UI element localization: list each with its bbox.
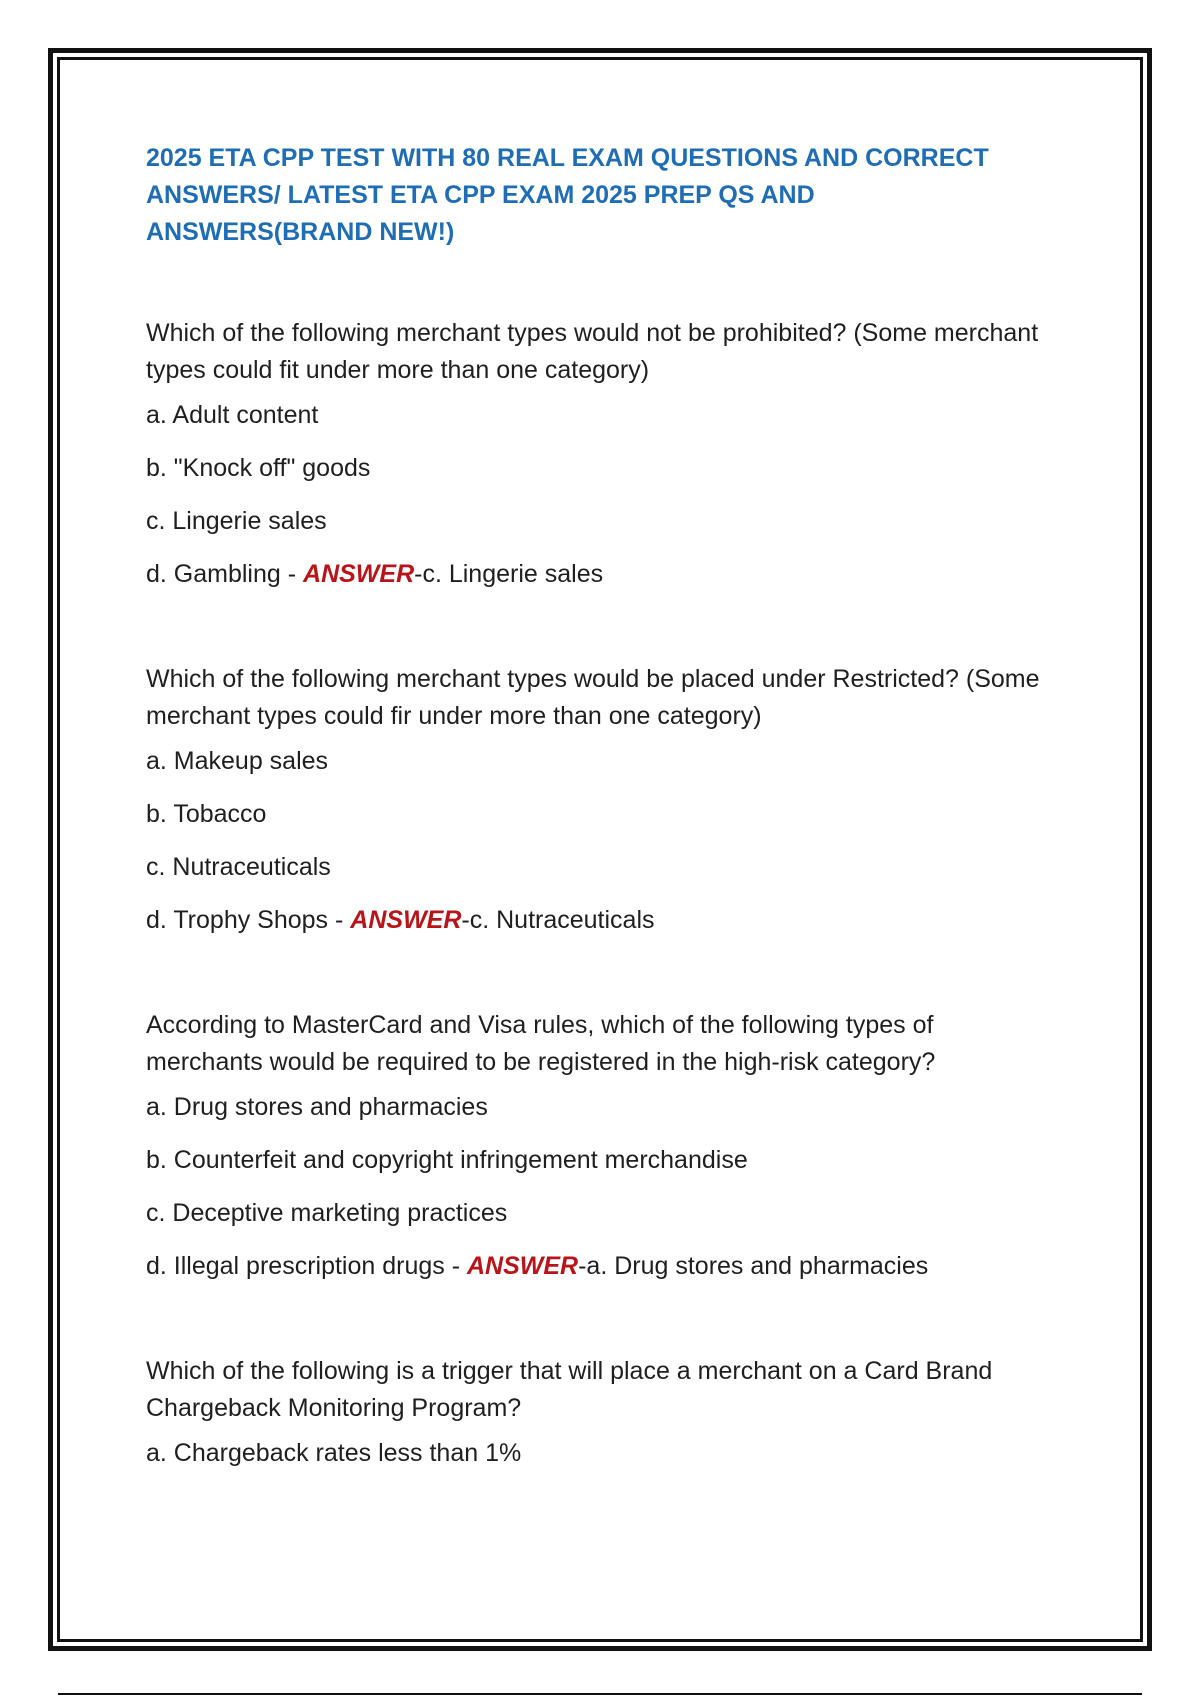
question-4	[146, 1353, 1046, 1472]
option-a: a. Drug stores and pharmacies	[146, 1093, 488, 1121]
answer-text: -c. Nutraceuticals	[461, 906, 655, 934]
option-b: b. Tobacco	[146, 800, 267, 828]
option-c: c. Lingerie sales	[146, 507, 327, 535]
option-d-text: d. Trophy Shops -	[146, 906, 351, 934]
option-b: b. Counterfeit and copyright infringement merchandise	[146, 1146, 748, 1174]
option-c: c. Nutraceuticals	[146, 853, 331, 881]
document-body	[146, 140, 1046, 1540]
answer-label: ANSWER	[350, 906, 462, 934]
option-d-text: d. Gambling -	[146, 560, 304, 588]
document-title: 2025 ETA CPP TEST WITH 80 REAL EXAM QUESTIONS AND CORRECT ANSWERS/ LATEST ETA CPP EXAM 2025 PREP QS AND ANSWERS(BRAND NEW!)	[146, 144, 989, 246]
option-d-text: d. Illegal prescription drugs -	[146, 1252, 467, 1280]
answer-label: ANSWER	[466, 1252, 579, 1280]
answer-text: -a. Drug stores and pharmacies	[578, 1252, 929, 1280]
question-text: Which of the following is a trigger that will place a merchant on a Card Brand Chargeback Monitoring Program?	[146, 1357, 993, 1422]
option-d	[146, 902, 1046, 939]
question-text: Which of the following merchant types would be placed under Restricted? (Some merchant types could fir under more than one category)	[146, 665, 1040, 730]
question-text: Which of the following merchant types would not be prohibited? (Some merchant types could fit under more than one category)	[146, 319, 1039, 384]
question-1	[146, 315, 1046, 593]
option-c: c. Deceptive marketing practices	[146, 1199, 508, 1227]
option-a: a. Chargeback rates less than 1%	[146, 1439, 522, 1467]
option-a: a. Adult content	[146, 401, 319, 429]
option-d	[146, 556, 1046, 593]
question-text: According to MasterCard and Visa rules, which of the following types of merchants would be required to be registered in the high-risk category?	[146, 1011, 936, 1076]
page-bottom-rule	[58, 1693, 1142, 1695]
option-a: a. Makeup sales	[146, 747, 329, 775]
option-d	[146, 1248, 1046, 1285]
question-3	[146, 1007, 1046, 1285]
option-b: b. "Knock off" goods	[146, 454, 371, 482]
question-2	[146, 661, 1046, 939]
answer-text: -c. Lingerie sales	[414, 560, 604, 588]
answer-label: ANSWER	[303, 560, 415, 588]
